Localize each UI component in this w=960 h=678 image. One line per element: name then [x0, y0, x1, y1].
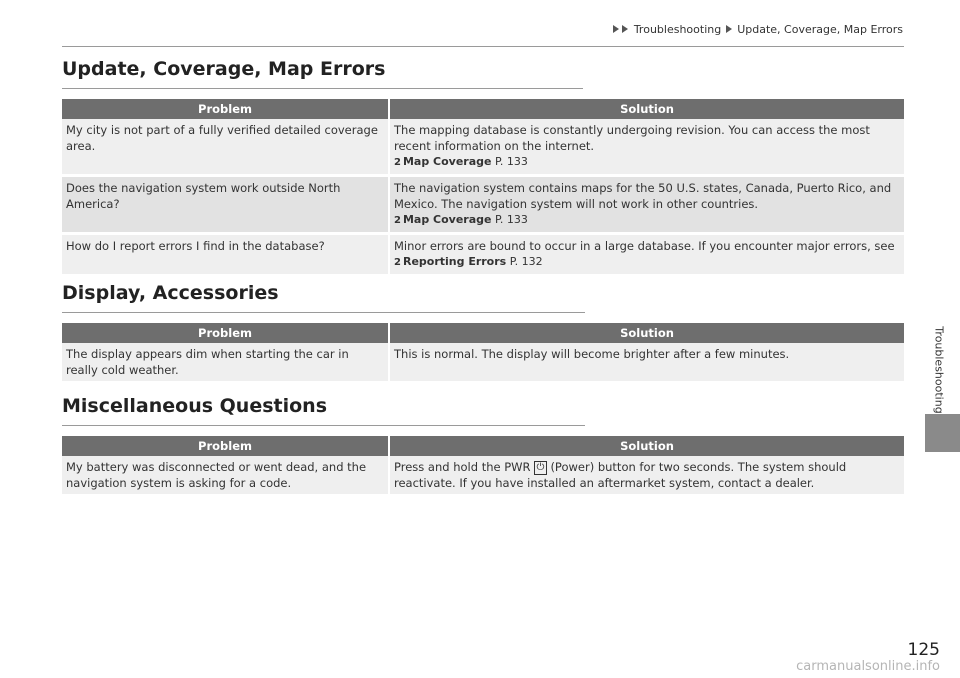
side-tab-marker: [925, 414, 960, 452]
problem-cell: How do I report errors I find in the database?: [62, 235, 390, 277]
table-row: [62, 343, 904, 384]
solution-text: The mapping database is constantly undergoing revision. You can access the most recent information on the internet.: [394, 123, 870, 153]
breadcrumb-arrow-icon: [726, 25, 732, 33]
power-icon: ⏻: [534, 461, 548, 475]
page-number: 125: [907, 640, 940, 660]
reference-arrow-icon: 2: [394, 215, 401, 226]
section-title-rule: [62, 312, 585, 313]
solution-cell: [390, 177, 904, 235]
solution-cell: [390, 235, 904, 277]
solution-cell: This is normal. The display will become brighter after a few minutes.: [390, 343, 904, 384]
cross-reference-link[interactable]: [394, 212, 900, 229]
reference-page: P. 133: [494, 213, 528, 226]
watermark: carmanualsonline.info: [796, 659, 940, 674]
table-row: [62, 119, 904, 177]
problem-table-display-accessories: [62, 323, 904, 384]
side-tab-label: Troubleshooting: [932, 326, 946, 414]
problem-cell: My city is not part of a fully verified detailed coverage area.: [62, 119, 390, 177]
reference-arrow-icon: 2: [394, 157, 401, 168]
section-title-rule: [62, 88, 583, 89]
problem-cell: Does the navigation system work outside North America?: [62, 177, 390, 235]
cross-reference-link[interactable]: [394, 254, 900, 271]
reference-page: P. 132: [509, 255, 543, 268]
problem-cell: The display appears dim when starting the car in really cold weather.: [62, 343, 390, 384]
reference-page: P. 133: [494, 155, 528, 168]
section-title-display-accessories: Display, Accessories: [62, 282, 279, 304]
column-header-problem: Problem: [62, 323, 390, 343]
table-row: [62, 456, 904, 497]
header-rule: [62, 46, 904, 47]
breadcrumb: [612, 23, 903, 36]
cross-reference-link[interactable]: [394, 154, 900, 171]
solution-cell: [390, 119, 904, 177]
column-header-solution: Solution: [390, 436, 904, 456]
reference-title: Map Coverage: [402, 155, 492, 168]
breadcrumb-item-troubleshooting[interactable]: Troubleshooting: [633, 23, 722, 36]
section-title-update-coverage: Update, Coverage, Map Errors: [62, 58, 386, 80]
table-row: [62, 177, 904, 235]
problem-table-miscellaneous: [62, 436, 904, 497]
reference-title: Reporting Errors: [402, 255, 507, 268]
solution-cell: [390, 456, 904, 497]
problem-table-update-coverage: [62, 99, 904, 277]
breadcrumb-arrow-icon: [622, 25, 628, 33]
solution-text-before: Press and hold the PWR: [394, 460, 531, 474]
solution-text: Minor errors are bound to occur in a large database. If you encounter major errors, see: [394, 239, 895, 253]
column-header-solution: Solution: [390, 99, 904, 119]
reference-arrow-icon: 2: [394, 257, 401, 268]
reference-title: Map Coverage: [402, 213, 492, 226]
solution-text-after: (Power) button for two seconds. The system should reactivate. If you have installed an aftermarket system, contact a dealer.: [394, 460, 847, 490]
column-header-problem: Problem: [62, 99, 390, 119]
column-header-solution: Solution: [390, 323, 904, 343]
breadcrumb-arrow-icon: [613, 25, 619, 33]
table-row: [62, 235, 904, 277]
section-title-miscellaneous: Miscellaneous Questions: [62, 395, 327, 417]
problem-cell: My battery was disconnected or went dead, and the navigation system is asking for a code.: [62, 456, 390, 497]
section-title-rule: [62, 425, 585, 426]
breadcrumb-item-current: Update, Coverage, Map Errors: [737, 23, 903, 36]
solution-text: The navigation system contains maps for the 50 U.S. states, Canada, Puerto Rico, and Mexico. The navigation system will not work in other countries.: [394, 181, 892, 211]
column-header-problem: Problem: [62, 436, 390, 456]
